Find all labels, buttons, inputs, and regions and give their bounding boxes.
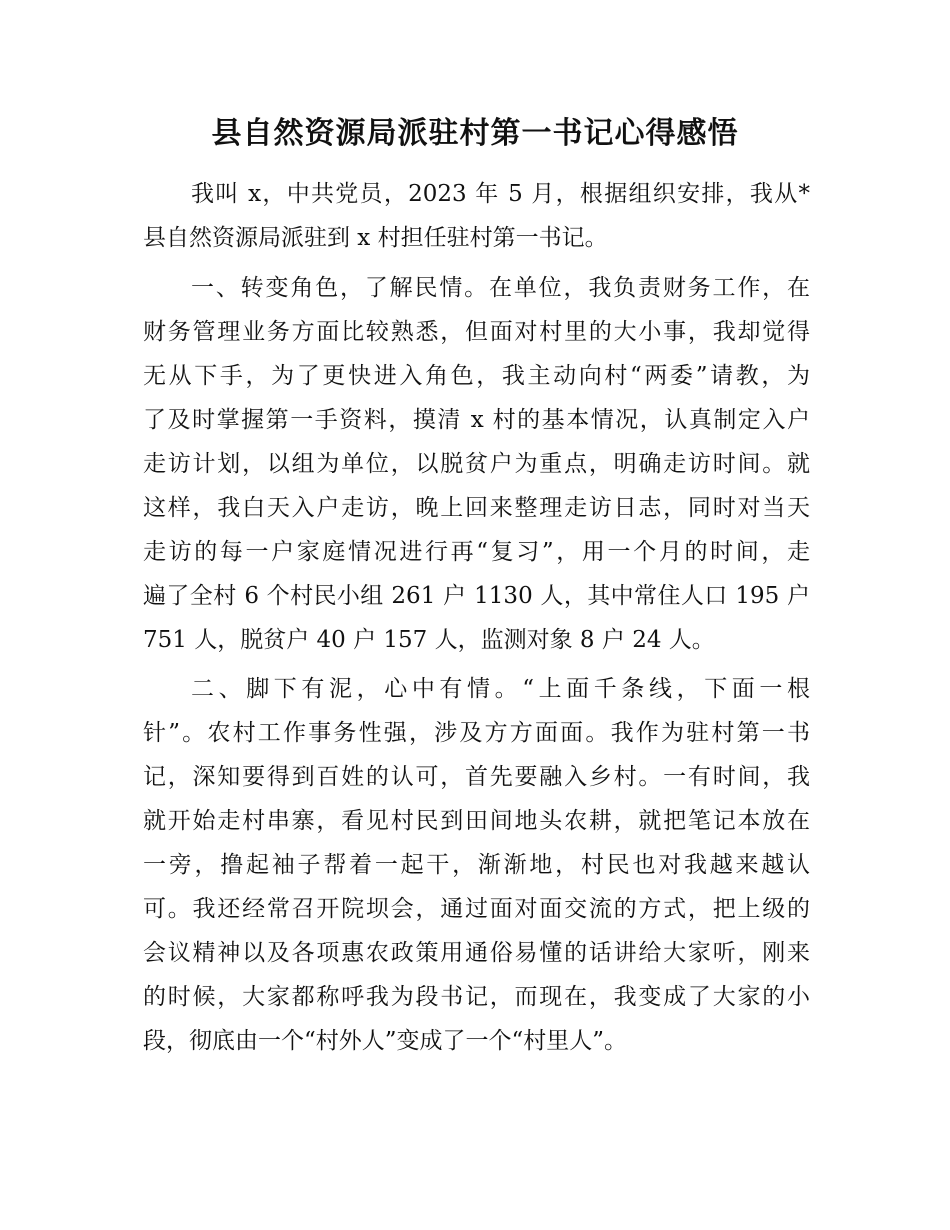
paragraph-3-line-5: 一旁，撸起袖子帮着一起干，渐渐地，村民也对我越来越认 [143,852,810,878]
paragraph-3-line-6: 可。我还经常召开院坝会，通过面对面交流的方式，把上级的 [143,896,810,922]
paragraph-2-line-6: 这样，我白天入户走访，晚上回来整理走访日志，同时对当天 [143,495,810,521]
paragraph-2-line-8: 遍了全村 6 个村民小组 261 户 1130 人，其中常住人口 195 户 [143,583,810,609]
document-title: 县自然资源局派驻村第一书记心得感悟 [211,116,739,151]
paragraph-3-line-9: 段，彻底由一个“村外人”变成了一个“村里人”。 [143,1028,628,1054]
paragraph-2-line-5: 走访计划，以组为单位，以脱贫户为重点，明确走访时间。就 [143,451,810,477]
paragraph-3-line-4: 就开始走村串寨，看见村民到田间地头农耕，就把笔记本放在 [143,808,810,834]
paragraph-2-line-2: 财务管理业务方面比较熟悉，但面对村里的大小事，我却觉得 [143,319,810,345]
paragraph-3-line-7: 会议精神以及各项惠农政策用通俗易懂的话讲给大家听，刚来 [143,940,810,966]
paragraph-2-line-4: 了及时掌握第一手资料，摸清 x 村的基本情况，认真制定入户 [143,407,810,433]
paragraph-3-line-1: 二、脚下有泥，心中有情。“上面千条线，下面一根 [191,676,810,702]
paragraph-1-line-2: 县自然资源局派驻到 x 村担任驻村第一书记。 [143,225,608,251]
paragraph-3-line-3: 记，深知要得到百姓的认可，首先要融入乡村。一有时间，我 [143,764,810,790]
paragraph-2-line-7: 走访的每一户家庭情况进行再“复习”，用一个月的时间，走 [143,539,810,565]
paragraph-2-line-3: 无从下手，为了更快进入角色，我主动向村“两委”请教，为 [143,363,810,389]
paragraph-3-line-2: 针”。农村工作事务性强，涉及方方面面。我作为驻村第一书 [143,720,810,746]
paragraph-1-line-1: 我叫 x，中共党员，2023 年 5 月，根据组织安排，我从* [191,181,810,207]
paragraph-3-line-8: 的时候，大家都称呼我为段书记，而现在，我变成了大家的小 [143,984,810,1010]
paragraph-2-line-9: 751 人，脱贫户 40 户 157 人，监测对象 8 户 24 人。 [143,627,715,653]
paragraph-2-line-1: 一、转变角色，了解民情。在单位，我负责财务工作，在 [191,275,810,301]
